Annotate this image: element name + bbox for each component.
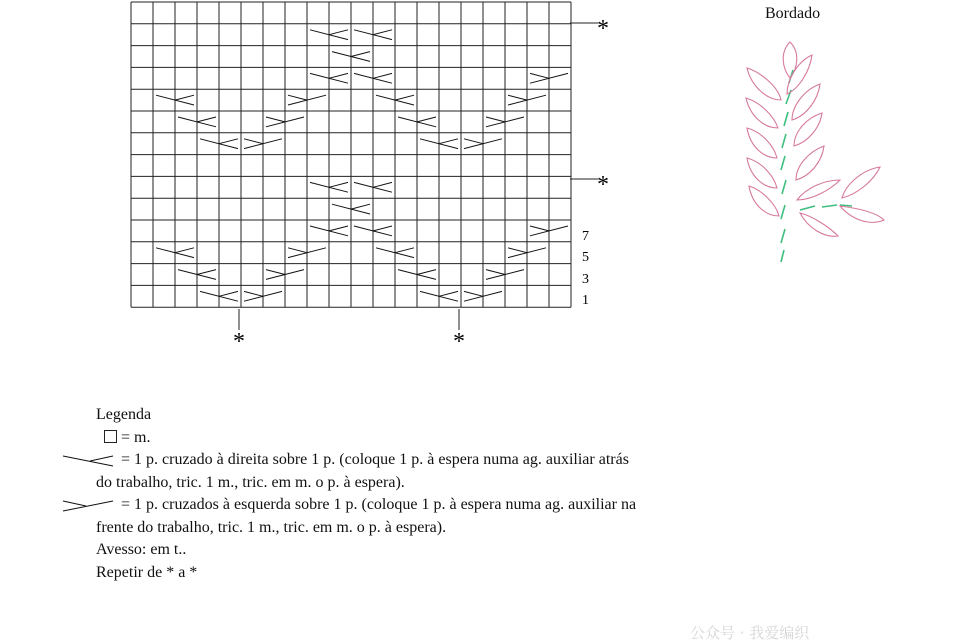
legend xyxy=(62,404,822,584)
row-number-3: 3 xyxy=(582,272,589,287)
repeat-marker-bottom-right: * xyxy=(453,329,465,355)
legend-left-cross-line-2: frente do trabalho, tric. 1 m., tric. em m. o p. à espera). xyxy=(96,518,447,536)
watermark: 公众号 · 我爱编织 xyxy=(690,624,810,642)
legend-right-cross-line-2: do trabalho, tric. 1 m., tric. em m. o p. à espera). xyxy=(96,473,405,491)
embroidery-leaves xyxy=(746,42,884,236)
row-number-1: 1 xyxy=(582,293,589,308)
row-number-5: 5 xyxy=(582,250,589,265)
legend-avesso: Avesso: em t.. xyxy=(96,541,187,558)
embroidery-stem xyxy=(781,70,852,262)
repeat-marker-bottom-left: * xyxy=(233,329,245,355)
legend-row-left-cross xyxy=(62,494,822,517)
legend-repetir: Repetir de * a * xyxy=(96,563,198,581)
row-number-7: 7 xyxy=(582,229,589,244)
chart-grid xyxy=(131,2,571,307)
legend-square-text: = m. xyxy=(121,428,151,446)
repeat-marker-middle: * xyxy=(597,172,609,198)
repeat-markers xyxy=(233,16,609,355)
page-title: Bordado xyxy=(765,5,821,22)
row-numbers xyxy=(582,229,589,308)
legend-row-right-cross xyxy=(62,449,822,472)
legend-left-cross-line-1: = 1 p. cruzados à esquerda sobre 1 p. (coloque 1 p. à espera numa ag. auxiliar na xyxy=(121,496,637,513)
embroidery-illustration xyxy=(746,42,884,262)
legend-row-square xyxy=(62,427,822,450)
right-cross-icon xyxy=(62,454,114,468)
crossed-stitch-symbols xyxy=(156,30,568,301)
left-cross-icon xyxy=(62,499,114,513)
repeat-marker-top: * xyxy=(597,16,609,42)
legend-heading: Legenda xyxy=(96,406,152,423)
empty-square-icon xyxy=(104,430,117,443)
legend-right-cross-line-1: = 1 p. cruzado à direita sobre 1 p. (coloque 1 p. à espera numa ag. auxiliar atrás xyxy=(121,451,629,468)
